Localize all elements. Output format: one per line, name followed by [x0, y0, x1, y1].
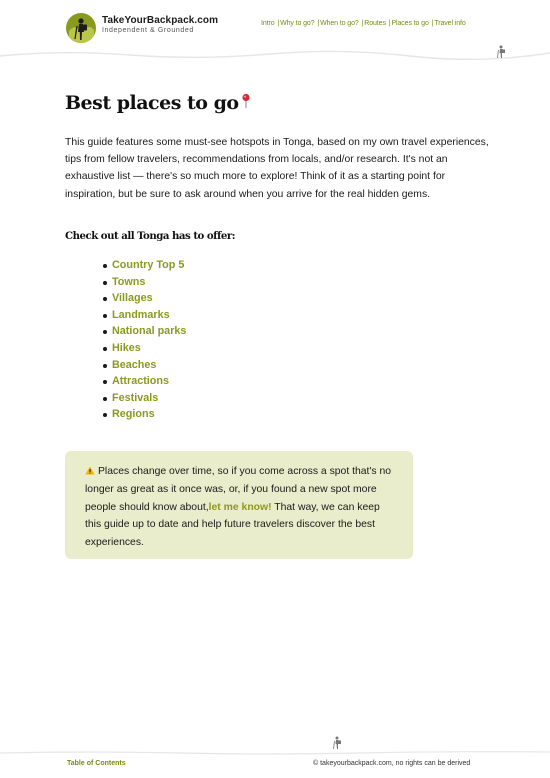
nav-item-when-to-go[interactable]: When to go? [320, 20, 359, 27]
places-link-list [97, 257, 186, 423]
link-festivals[interactable]: Festivals [112, 390, 186, 407]
link-towns[interactable]: Towns [112, 274, 186, 291]
table-of-contents-link[interactable]: Table of Contents [67, 760, 126, 767]
page-header [0, 0, 550, 58]
brand-tagline: Independent & Grounded [102, 27, 194, 34]
link-beaches[interactable]: Beaches [112, 357, 186, 374]
nav-separator: | [431, 20, 434, 27]
nav-item-intro[interactable]: Intro [261, 20, 275, 27]
nav-item-routes[interactable]: Routes [364, 20, 386, 27]
nav-separator: | [277, 20, 280, 27]
warning-icon [85, 464, 95, 481]
update-note [65, 451, 413, 559]
logo-icon[interactable] [66, 13, 96, 43]
nav-item-places-to-go[interactable]: Places to go [391, 20, 429, 27]
footer-divider [0, 750, 550, 756]
brand [102, 15, 218, 34]
link-villages[interactable]: Villages [112, 290, 186, 307]
intro-paragraph: This guide features some must-see hotspots in Tonga, based on my own travel experiences, tips from fellow travelers, recommendations from locals, and/or research. It's not an exhaustive list — there's so much more to explore! Think of it as a starting point for inspiration, but be sure to ask around when you arrive for the real hidden gems. [65, 137, 489, 200]
link-attractions[interactable]: Attractions [112, 373, 186, 390]
nav-separator: | [388, 20, 391, 27]
nav-separator: | [361, 20, 364, 27]
note-text-end: That way, we can keep this guide up to date and help future travelers discover the best experiences. [85, 501, 380, 548]
hiker-icon [495, 45, 507, 64]
link-national-parks[interactable]: National parks [112, 323, 186, 340]
page-title [65, 92, 251, 114]
nav-item-why-to-go[interactable]: Why to go? [280, 20, 315, 27]
header-divider [0, 46, 550, 62]
brand-name[interactable]: TakeYourBackpack.com [102, 15, 219, 26]
link-hikes[interactable]: Hikes [112, 340, 186, 357]
nav-separator: | [317, 20, 320, 27]
note-text-start: Places change over time, so if you come across a spot that's no longer as great as it once was, or, if you found a new spot more people should know about, [85, 466, 392, 513]
page-title-text: Best places to go [65, 92, 239, 114]
copyright-text: © takeyourbackpack.com, no rights can be derived [313, 760, 471, 767]
pin-icon [241, 92, 251, 114]
links-subheading: Check out all Tonga has to offer: [65, 230, 236, 242]
contact-link[interactable]: let me know! [208, 501, 272, 513]
top-navigation [261, 20, 466, 27]
link-landmarks[interactable]: Landmarks [112, 307, 186, 324]
link-country-top-5[interactable]: Country Top 5 [112, 257, 186, 274]
link-regions[interactable]: Regions [112, 406, 186, 423]
nav-item-travel-info[interactable]: Travel info [434, 20, 466, 27]
